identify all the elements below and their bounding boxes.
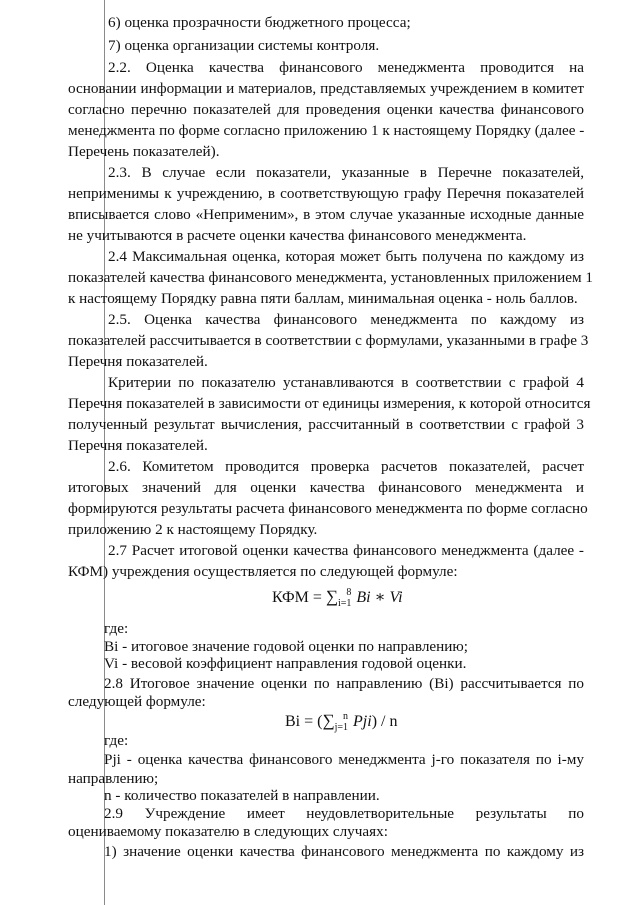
text-line: формируются результаты расчета финансового менеджмента по форме согласно [68, 500, 588, 517]
formula-bi-sum-sign: ∑ [322, 711, 335, 730]
text-line: где: [104, 732, 129, 749]
formula-kfm-sum-lower: i=1 [337, 598, 352, 609]
text-line: 2.7 Расчет итоговой оценки качества финансового менеджмента (далее - [108, 542, 584, 559]
text-line: оцениваемому показателю в следующих случаях: [68, 823, 388, 840]
text-line: показателей качества финансового менеджмента, установленных приложением 1 [68, 269, 594, 286]
formula-bi-body: Pji [353, 713, 372, 730]
text-line: 2.6. Комитетом проводится проверка расчетов показателей, расчет [108, 458, 584, 475]
text-line: основании информации и материалов, представляемых учреждением в комитет [68, 80, 584, 97]
text-line: следующей формуле: [68, 693, 206, 710]
formula-bi-sum-upper: n [343, 711, 349, 722]
text-line: 2.2. Оценка качества финансового менеджмента проводится на [108, 59, 584, 76]
text-line: 2.5. Оценка качества финансового менеджмента по каждому из [108, 311, 584, 328]
text-line: к настоящему Порядку равна пяти баллам, минимальная оценка - ноль баллов. [68, 290, 578, 307]
text-line: n - количество показателей в направлении. [104, 787, 380, 804]
text-line: вписывается слово «Неприменим», в этом случае указанные исходные данные [68, 206, 584, 223]
text-line: Перечня показателей. [68, 437, 208, 454]
text-line: приложению 2 к настоящему Порядку. [68, 521, 318, 538]
text-line: полученный результат вычисления, рассчитанный в соответствии с графой 3 [68, 416, 584, 433]
text-line: 2.4 Максимальная оценка, которая может быть получена по каждому из [108, 248, 584, 265]
formula-kfm-sum-sign: ∑ [325, 587, 338, 606]
text-line: 6) оценка прозрачности бюджетного процесса; [108, 14, 411, 31]
formula-kfm-left: КФМ = [272, 589, 326, 606]
formula-bi-sum-lower: j=1 [334, 722, 349, 733]
text-line: Перечень показателей). [68, 143, 220, 160]
formula-bi [285, 711, 397, 731]
text-line: 1) значение оценки качества финансового менеджмента по каждому из [104, 843, 584, 860]
formula-kfm-sum-upper: 8 [346, 587, 352, 598]
text-line: итоговых значений для оценки качества финансового менеджмента и [68, 479, 584, 496]
text-line: менеджмента по форме согласно приложению 1 к настоящему Порядку (далее - [68, 122, 585, 139]
text-line: 2.9 Учреждение имеет неудовлетворительные результаты по [104, 805, 584, 822]
text-line: КФМ) учреждения осуществляется по следующей формуле: [68, 563, 458, 580]
text-line: направлению; [68, 770, 159, 787]
formula-bi-left: Bi = ( [285, 713, 323, 730]
text-line: согласно перечню показателей для проведения оценки качества финансового [68, 101, 584, 118]
formula-bi-right: ) / n [371, 713, 398, 730]
text-line: Bi - итоговое значение годовой оценки по направлению; [104, 638, 468, 655]
text-line: 2.3. В случае если показатели, указанные в Перечне показателей, [108, 164, 584, 181]
formula-kfm [272, 587, 403, 607]
text-line: Перечня показателей в зависимости от единицы измерения, к которой относится [68, 395, 591, 412]
text-line: Перечня показателей. [68, 353, 208, 370]
text-line: показателей рассчитывается в соответствии с формулами, указанными в графе 3 [68, 332, 589, 349]
text-line: Критерии по показателю устанавливаются в соответствии с графой 4 [108, 374, 584, 391]
text-line: не учитываются в расчете оценки качества финансового менеджмента. [68, 227, 527, 244]
text-line: где: [104, 620, 129, 637]
text-line: 2.8 Итоговое значение оценки по направлению (Bi) рассчитывается по [104, 675, 584, 692]
formula-kfm-body: Bi ∗ Vi [356, 589, 403, 606]
text-line: Pji - оценка качества финансового менеджмента j-го показателя по i-му [104, 751, 584, 768]
text-line: неприменимы к учреждению, в соответствующую графу Перечня показателей [68, 185, 584, 202]
text-line: 7) оценка организации системы контроля. [108, 37, 380, 54]
text-line: Vi - весовой коэффициент направления годовой оценки. [104, 655, 467, 672]
